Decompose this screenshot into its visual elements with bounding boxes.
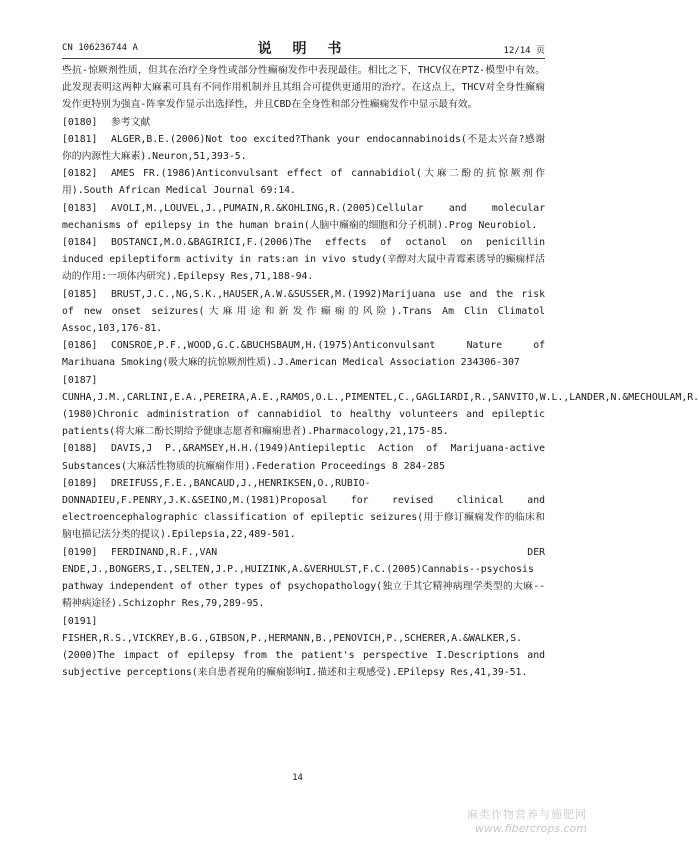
reference-text: CONSROE,P.F.,WOOD,G.C.&BUCHSBAUM,H.(1975)Anticonvulsant Nature of Marihuana Smoking(吸大麻的抗惊厥剂性质).J.American Medical Association 234306-307 <box>62 340 545 369</box>
references-heading-text: 参考文献 <box>111 116 151 128</box>
reference-text: BOSTANCI,M.O.&BAGIRICI,F.(2006)The effects of octanol on penicillin induced epileptiform activity in rats:an in vivo study(辛醇对大鼠中青霉素诱导的癫痫样活动的作用:一项体内研究).Epilepsy Res,71,188-94. <box>62 237 545 283</box>
reference-text: AMES FR.(1986)Anticonvulsant effect of cannabidiol(大麻二酚的抗惊厥剂作用).South African Medical Journal 69:14. <box>62 168 545 197</box>
reference-item <box>62 337 545 371</box>
watermark-site-name: 麻类作物营养与施肥网 <box>467 808 587 821</box>
reference-item <box>62 286 545 338</box>
reference-text: CUNHA,J.M.,CARLINI,E.A.,PEREIRA,A.E.,RAMOS,O.L.,PIMENTEL,C.,GAGLIARDI,R.,SANVITO,W.L.,LANDER,N.&MECHOULAM,R.(1980)Chronic administration of cannabidiol to healthy volunteers and epileptic patients(将大麻二酚长期给予健康志愿者和癫痫患者).Pharmacology,21,175-85. <box>62 391 699 438</box>
page-info: 12/14 页 <box>503 46 545 56</box>
intro-paragraph: 些抗-惊厥剂性质，但其在治疗全身性或部分性癫痫发作中表现最佳。相比之下，THCV仅在PTZ-模型中有效。此发现表明这两种大麻素可具有不同作用机制并且其组合可提供更通用的治疗。在这点上，THCV对全身性癫痫发作更特别为强直-阵挛发作显示出选择性，并且CBD在全身性和部分性癫痫发作中显示最有效。 <box>62 65 545 111</box>
paragraph-number: [0188] <box>62 443 98 455</box>
watermark-url: www.fibercrops.com <box>474 822 587 835</box>
reference-text: BRUST,J.C.,NG,S.K.,HAUSER,A.W.&SUSSER,M.(1992)Marijuana use and the risk of new onset seizures(大麻用途和新发作癫痫的风险).Trans Am Clin Climatol Assoc,103,176-81. <box>62 288 545 335</box>
paragraph-number: [0184] <box>62 237 98 249</box>
paragraph-number: [0190] <box>62 546 98 558</box>
reference-text: DREIFUSS,F.E.,BANCAUD,J.,HENRIKSEN,O.,RUBIO-DONNADIEU,F.PENRY,J.K.&SEINO,M.(1981)Proposal for revised clinical and electroencephalographic classification of epileptic seizures(用于修订癫痫发作的临床和脑电描记法分类的提议).Epilepsia,22,489-501. <box>62 477 545 541</box>
paragraph-number: [0181] <box>62 133 98 145</box>
references-heading <box>62 114 545 131</box>
reference-text: FERDINAND,R.F.,VAN DER ENDE,J.,BONGERS,I.,SELTEN,J.P.,HUIZINK,A.&VERHULST,F.C.(2005)Cannabis--psychosis pathway independent of other types of psychopathology(独立于其它精神病理学类型的大麻--精神病途径).Schizophr Res,79,289-95. <box>62 546 545 610</box>
reference-item <box>62 131 545 165</box>
reference-text: ALGER,B.E.(2006)Not too excited?Thank your endocannabinoids(不是太兴奋?感谢你的内源性大麻素).Neuron,51,393-5. <box>62 133 545 163</box>
document-body <box>62 62 699 681</box>
reference-item <box>62 165 545 199</box>
document-id: CN 106236744 A <box>62 43 138 53</box>
reference-item <box>62 613 545 682</box>
reference-item <box>62 544 545 613</box>
reference-text: DAVIS,J P.,&RAMSEY,H.H.(1949)Antiepileptic Action of Marijuana-active Substances(大麻活性物质的抗癫痫作用).Federation Proceedings 8 284-285 <box>62 443 545 472</box>
paragraph-number: [0186] <box>62 340 98 352</box>
watermark <box>467 808 587 836</box>
paragraph-number: [0189] <box>62 477 98 489</box>
reference-item <box>62 200 545 234</box>
paragraph-number: [0180] <box>62 116 98 128</box>
paragraph-number: [0187] <box>62 374 98 386</box>
reference-item <box>62 234 545 286</box>
reference-item <box>62 475 545 544</box>
paragraph-number: [0185] <box>62 288 98 300</box>
paragraph-number: [0182] <box>62 168 98 180</box>
paragraph-number: [0183] <box>62 202 98 214</box>
reference-item <box>62 372 699 441</box>
reference-item <box>62 440 545 474</box>
page-number: 14 <box>292 773 303 783</box>
reference-text: FISHER,R.S.,VICKREY,B.G.,GIBSON,P.,HERMANN,B.,PENOVICH,P.,SCHERER,A.&WALKER,S.(2000)The impact of epilepsy from the patient's perspective I.Descriptions and subjective perceptions(来自患者视角的癫痫影响I.描述和主观感受).EPilepsy Res,41,39-51. <box>62 632 545 679</box>
paragraph-number: [0191] <box>62 615 98 627</box>
page-header <box>62 38 545 59</box>
document-title: 说 明 书 <box>257 41 350 57</box>
reference-text: AVOLI,M.,LOUVEL,J.,PUMAIN,R.&KOHLING,R.(2005)Cellular and molecular mechanisms of epilepsy in the human brain(人脑中癫痫的细胞和分子机制).Prog Neurobiol. <box>62 202 545 231</box>
